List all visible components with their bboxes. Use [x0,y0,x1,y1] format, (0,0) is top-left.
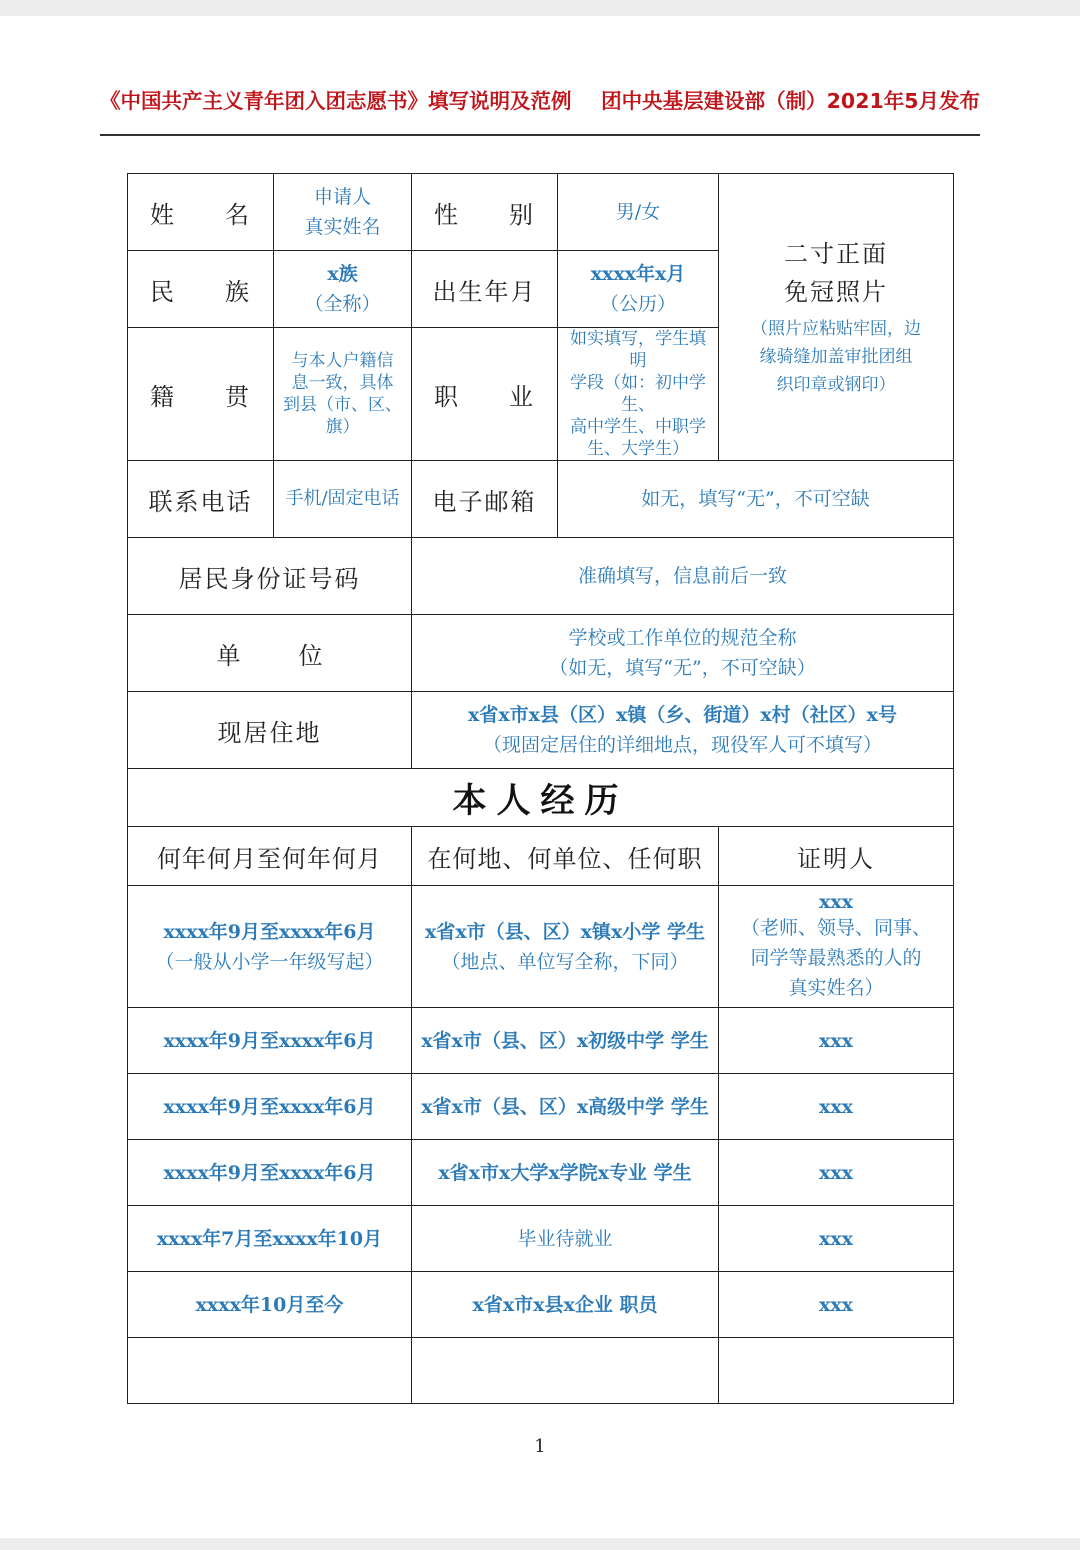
header-witness: 证明人 [719,827,954,886]
table-row [128,1008,954,1074]
period-cell: xxxx年9月至xxxx年6月 [128,1140,412,1206]
place-cell: x省x市（县、区）x高级中学 学生 [412,1074,719,1140]
row-contact [128,461,954,538]
period-cell: xxxx年9月至xxxx年6月 [128,1008,412,1074]
table-row [128,1338,954,1404]
gender-label: 性别 [412,174,558,251]
gender-value: 男/女 [558,174,719,251]
period-cell: xxxx年7月至xxxx年10月 [128,1206,412,1272]
place-cell: x省x市（县、区）x初级中学 学生 [412,1008,719,1074]
occupation-value: 如实填写，学生填明 学段（如：初中学生、 高中学生、中职学 生、大学生） [558,328,719,461]
table-row [128,886,954,1008]
experience-section-title: 本人经历 [128,769,954,827]
unit-value: 学校或工作单位的规范全称 （如无，填写“无”，不可空缺） [412,615,954,692]
table-row [128,1272,954,1338]
place-cell: x省x市x县x企业 职员 [412,1272,719,1338]
residence-label: 现居住地 [128,692,412,769]
witness-cell: xxx [719,1206,954,1272]
occupation-label: 职业 [412,328,558,461]
period-cell: xxxx年10月至今 [128,1272,412,1338]
phone-value: 手机/固定电话 [274,461,412,538]
header-title: 《中国共产主义青年团入团志愿书》填写说明及范例 [100,89,572,113]
header-place: 在何地、何单位、任何职 [412,827,719,886]
period-cell: xxxx年9月至xxxx年6月 [128,1074,412,1140]
witness-cell: xxx [719,1272,954,1338]
header-publisher: 团中央基层建设部（制）2021年5月发布 [601,89,980,113]
header-period: 何年何月至何年何月 [128,827,412,886]
period-cell: xxxx年9月至xxxx年6月 （一般从小学一年级写起） [128,886,412,1008]
ethnicity-value: x族 （全称） [274,251,412,328]
table-row [128,1140,954,1206]
page-number: 1 [534,1436,546,1457]
period-cell-empty [128,1338,412,1404]
witness-cell: xxx [719,1074,954,1140]
table-row [128,1206,954,1272]
table-row [128,1074,954,1140]
experience-header-row [128,827,954,886]
witness-cell: xxx [719,1008,954,1074]
row-experience-title [128,769,954,827]
row-name [128,174,954,251]
name-value: 申请人 真实姓名 [274,174,412,251]
witness-cell-empty [719,1338,954,1404]
name-label: 姓名 [128,174,274,251]
photo-note: （照片应粘贴牢固，边 缘骑缝加盖审批团组 织印章或钢印） [751,319,921,395]
id-value: 准确填写，信息前后一致 [412,538,954,615]
row-id [128,538,954,615]
row-unit [128,615,954,692]
residence-value: x省x市x县（区）x镇（乡、街道）x村（社区）x号 （现固定居住的详细地点，现役军人可不填写） [412,692,954,769]
unit-label: 单位 [128,615,412,692]
page-header [100,86,980,136]
native-value: 与本人户籍信 息一致，具体 到县（市、区、 旗） [274,328,412,461]
birth-value: xxxx年x月 （公历） [558,251,719,328]
place-cell: 毕业待就业 [412,1206,719,1272]
document-page [0,16,1080,1538]
photo-box [719,174,954,461]
native-label: 籍贯 [128,328,274,461]
witness-cell: xxx [719,1140,954,1206]
place-cell: x省x市（县、区）x镇x小学 学生 （地点、单位写全称，下同） [412,886,719,1008]
email-value: 如无，填写“无”，不可空缺 [558,461,954,538]
id-label: 居民身份证号码 [128,538,412,615]
birth-label: 出生年月 [412,251,558,328]
phone-label: 联系电话 [128,461,274,538]
email-label: 电子邮箱 [412,461,558,538]
place-cell: x省x市x大学x学院x专业 学生 [412,1140,719,1206]
place-cell-empty [412,1338,719,1404]
photo-title: 二寸正面 免冠照片 [784,240,888,306]
ethnicity-label: 民族 [128,251,274,328]
row-residence [128,692,954,769]
application-form-table [127,173,954,1404]
witness-cell: xxx （老师、领导、同事、 同学等最熟悉的人的 真实姓名） [719,886,954,1008]
